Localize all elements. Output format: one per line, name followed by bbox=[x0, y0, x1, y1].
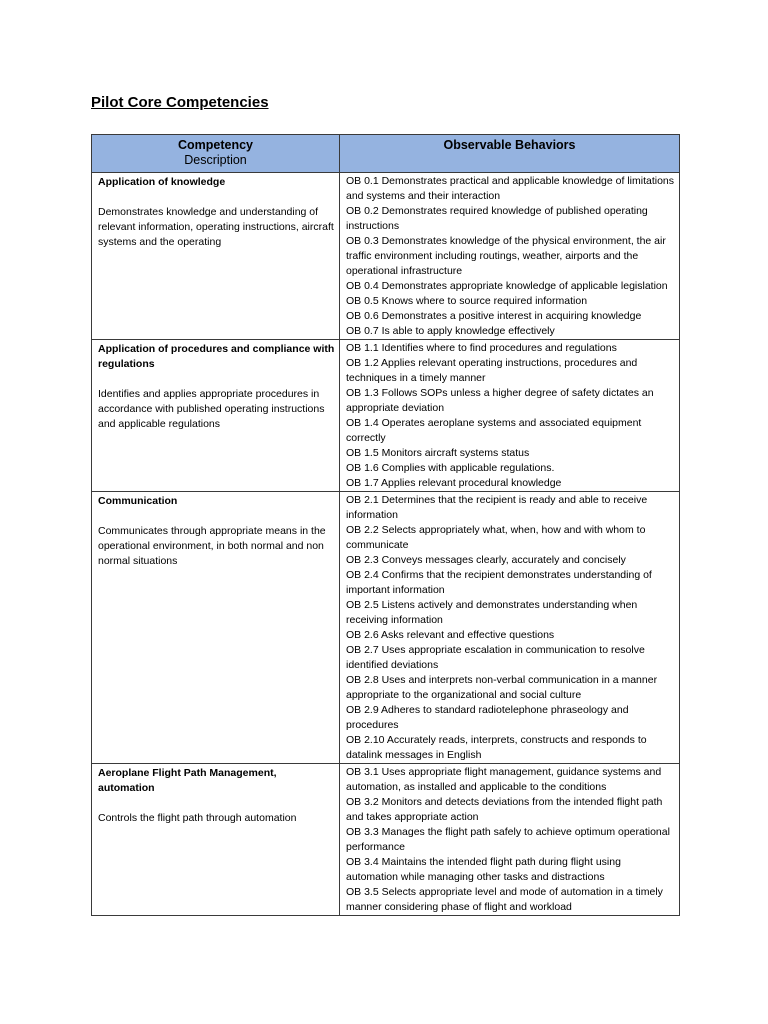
observable-behavior: OB 2.2 Selects appropriately what, when, how and with whom to communicate bbox=[346, 524, 646, 551]
observable-behavior: OB 2.7 Uses appropriate escalation in communication to resolve identified deviations bbox=[346, 644, 645, 671]
competency-header-sublabel: Description bbox=[184, 153, 247, 167]
observable-behavior: OB 0.3 Demonstrates knowledge of the physical environment, the air traffic environment including routings, weather, airports and the operational infrastructure bbox=[346, 235, 666, 277]
table-header-row bbox=[92, 135, 680, 173]
observable-behavior: OB 2.5 Listens actively and demonstrates understanding when receiving information bbox=[346, 599, 638, 626]
observable-behavior: OB 1.5 Monitors aircraft systems status bbox=[346, 447, 530, 459]
competency-title: Application of knowledge bbox=[98, 176, 226, 188]
observable-behavior: OB 0.1 Demonstrates practical and applicable knowledge of limitations and systems and their interaction bbox=[346, 175, 675, 202]
competency-header bbox=[92, 135, 340, 173]
competency-title: Application of procedures and compliance with regulations bbox=[98, 343, 335, 370]
table-row bbox=[92, 340, 680, 492]
observable-behavior: OB 1.2 Applies relevant operating instructions, procedures and techniques in a timely manner bbox=[346, 357, 638, 384]
behaviors-cell bbox=[340, 764, 680, 916]
observable-behavior: OB 2.3 Conveys messages clearly, accurately and concisely bbox=[346, 554, 626, 566]
competency-description: Demonstrates knowledge and understanding of relevant information, operating instructions, aircraft systems and the operating bbox=[98, 206, 334, 248]
observable-behavior: OB 2.1 Determines that the recipient is ready and able to receive information bbox=[346, 494, 648, 521]
observable-behavior: OB 3.5 Selects appropriate level and mode of automation in a timely manner considering phase of flight and workload bbox=[346, 886, 663, 913]
competency-cell bbox=[92, 340, 340, 492]
observable-behavior: OB 0.5 Knows where to source required information bbox=[346, 295, 588, 307]
table-row bbox=[92, 492, 680, 764]
behaviors-cell bbox=[340, 173, 680, 340]
observable-behavior: OB 1.4 Operates aeroplane systems and associated equipment correctly bbox=[346, 417, 642, 444]
observable-behavior: OB 3.4 Maintains the intended flight path during flight using automation while managing other tasks and distractions bbox=[346, 856, 621, 883]
observable-behavior: OB 3.3 Manages the flight path safely to achieve optimum operational performance bbox=[346, 826, 670, 853]
competency-description: Communicates through appropriate means in the operational environment, in both normal and non normal situations bbox=[98, 525, 326, 567]
observable-behavior: OB 0.4 Demonstrates appropriate knowledge of applicable legislation bbox=[346, 280, 668, 292]
page-title: Pilot Core Competencies bbox=[91, 94, 269, 111]
behaviors-cell bbox=[340, 492, 680, 764]
competency-cell bbox=[92, 764, 340, 916]
observable-behavior: OB 1.3 Follows SOPs unless a higher degree of safety dictates an appropriate deviation bbox=[346, 387, 654, 414]
behaviors-cell bbox=[340, 340, 680, 492]
competency-header-label: Competency bbox=[177, 138, 254, 152]
observable-behavior: OB 1.6 Complies with applicable regulations. bbox=[346, 462, 555, 474]
table-body bbox=[92, 173, 680, 916]
competencies-table bbox=[91, 134, 680, 916]
competency-cell bbox=[92, 173, 340, 340]
table-row bbox=[92, 173, 680, 340]
observable-behavior: OB 0.2 Demonstrates required knowledge of published operating instructions bbox=[346, 205, 648, 232]
competency-cell bbox=[92, 492, 340, 764]
observable-behavior: OB 0.6 Demonstrates a positive interest in acquiring knowledge bbox=[346, 310, 642, 322]
behaviors-header-label: Observable Behaviors bbox=[443, 138, 576, 152]
competency-description: Identifies and applies appropriate procedures in accordance with published operating instructions and applicable regulations bbox=[98, 388, 325, 430]
observable-behavior: OB 0.7 Is able to apply knowledge effectively bbox=[346, 325, 555, 337]
observable-behavior: OB 2.8 Uses and interprets non-verbal communication in a manner appropriate to the organizational and social culture bbox=[346, 674, 658, 701]
observable-behavior: OB 3.2 Monitors and detects deviations from the intended flight path and takes appropriate action bbox=[346, 796, 663, 823]
observable-behavior: OB 2.10 Accurately reads, interprets, constructs and responds to datalink messages in English bbox=[346, 734, 647, 761]
observable-behavior: OB 2.6 Asks relevant and effective questions bbox=[346, 629, 555, 641]
observable-behavior: OB 1.1 Identifies where to find procedures and regulations bbox=[346, 342, 617, 354]
table-row bbox=[92, 764, 680, 916]
behaviors-header bbox=[340, 135, 680, 173]
competency-title: Aeroplane Flight Path Management, automation bbox=[98, 767, 277, 794]
observable-behavior: OB 2.9 Adheres to standard radiotelephone phraseology and procedures bbox=[346, 704, 629, 731]
competency-title: Communication bbox=[98, 495, 178, 507]
competency-description: Controls the flight path through automation bbox=[98, 812, 297, 824]
observable-behavior: OB 1.7 Applies relevant procedural knowledge bbox=[346, 477, 562, 489]
observable-behavior: OB 3.1 Uses appropriate flight management, guidance systems and automation, as installed and applicable to the conditions bbox=[346, 766, 662, 793]
observable-behavior: OB 2.4 Confirms that the recipient demonstrates understanding of important information bbox=[346, 569, 652, 596]
